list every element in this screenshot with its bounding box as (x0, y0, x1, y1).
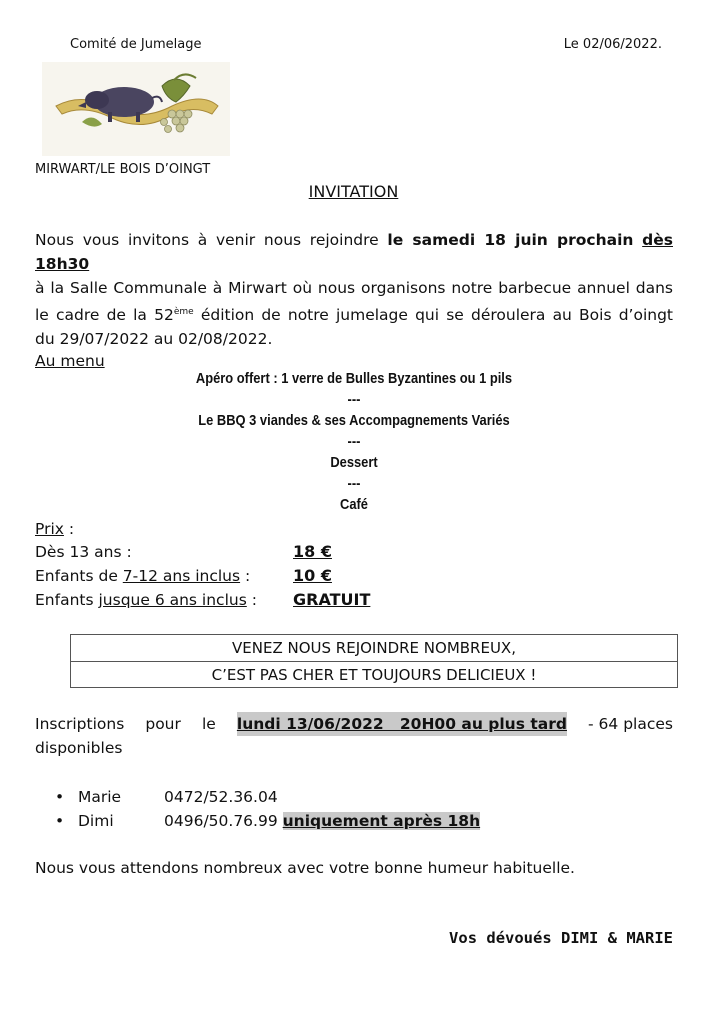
price-row-value: 18 € (293, 542, 332, 561)
menu-separator: --- (347, 433, 361, 450)
bullet-icon: • (55, 788, 65, 806)
price-row-label: Dès 13 ans : (35, 543, 132, 561)
event-date: le samedi 18 juin prochain (387, 231, 634, 249)
menu-item: Apéro offert : 1 verre de Bulles Byzantines ou 1 pils (195, 370, 513, 387)
menu-separator: --- (347, 391, 361, 408)
inscriptions-word: Inscriptions (35, 715, 125, 733)
intro-line-4: du 29/07/2022 au 02/08/2022. (35, 330, 273, 349)
letter-date: Le 02/06/2022. (563, 37, 662, 52)
signature: Vos dévoués DIMI & MARIE (449, 929, 673, 947)
logo-svg (42, 62, 230, 156)
inscriptions-word: le (201, 715, 216, 733)
intro-text: édition de notre jumelage qui se déroulera au Bois d’oingt (193, 306, 673, 325)
intro-line-3 (35, 300, 673, 327)
price-heading-colon: : (63, 520, 75, 538)
contact-phone: 0472/52.36.04 (164, 788, 278, 806)
committee-name: Comité de Jumelage (70, 37, 202, 52)
intro-text: Nous vous invitons à venir nous rejoindre (35, 231, 388, 249)
registration-deadline: lundi 13/06/2022 20H00 au plus tard (237, 712, 567, 736)
price-row-label: Enfants de 7-12 ans inclus : (35, 567, 251, 585)
organisation-line: MIRWART/LE BOIS D’OINGT (35, 162, 211, 177)
inscriptions-paragraph (35, 712, 673, 760)
menu-item: Café (340, 496, 368, 513)
page-title: INVITATION (308, 182, 399, 201)
places-available: - 64 places (588, 715, 673, 733)
intro-paragraph (35, 228, 673, 351)
inscriptions-line-2: disponibles (35, 739, 123, 757)
contact-name: Marie (78, 788, 122, 806)
bullet-icon: • (55, 812, 65, 830)
slogan-line: VENEZ NOUS REJOINDRE NOMBREUX, (232, 639, 516, 657)
closing-sentence: Nous vous attendons nombreux avec votre bonne humeur habituelle. (35, 859, 575, 877)
price-row-value: 10 € (293, 566, 332, 585)
inscriptions-line-1 (35, 712, 673, 736)
list-item (55, 809, 480, 833)
ordinal-suffix: ème (173, 307, 194, 317)
price-heading-label: Prix (35, 520, 64, 538)
contact-note: uniquement après 18h (282, 812, 481, 830)
price-row-label: Enfants jusque 6 ans inclus : (35, 591, 257, 609)
slogan-line: C’EST PAS CHER ET TOUJOURS DELICIEUX ! (71, 661, 677, 688)
price-row-value: GRATUIT (293, 590, 371, 609)
menu-separator: --- (347, 475, 361, 492)
menu-heading: Au menu (35, 352, 105, 370)
contact-phone: 0496/50.76.99 (164, 812, 278, 830)
menu-item: Dessert (330, 454, 378, 471)
price-heading (35, 517, 74, 541)
menu-item: Le BBQ 3 viandes & ses Accompagnements Variés (198, 412, 510, 429)
boar-grapes-emblem-icon (42, 62, 230, 156)
list-item (55, 785, 278, 809)
slogan-box (70, 634, 678, 688)
intro-line-1 (35, 228, 673, 276)
intro-line-2: à la Salle Communale à Mirwart où nous organisons notre barbecue annuel dans (35, 279, 673, 297)
intro-text: le cadre de la 52 (35, 306, 174, 325)
event-time: dès 18h30 (35, 231, 673, 273)
contact-name: Dimi (78, 812, 114, 830)
inscriptions-word: pour (145, 715, 181, 733)
